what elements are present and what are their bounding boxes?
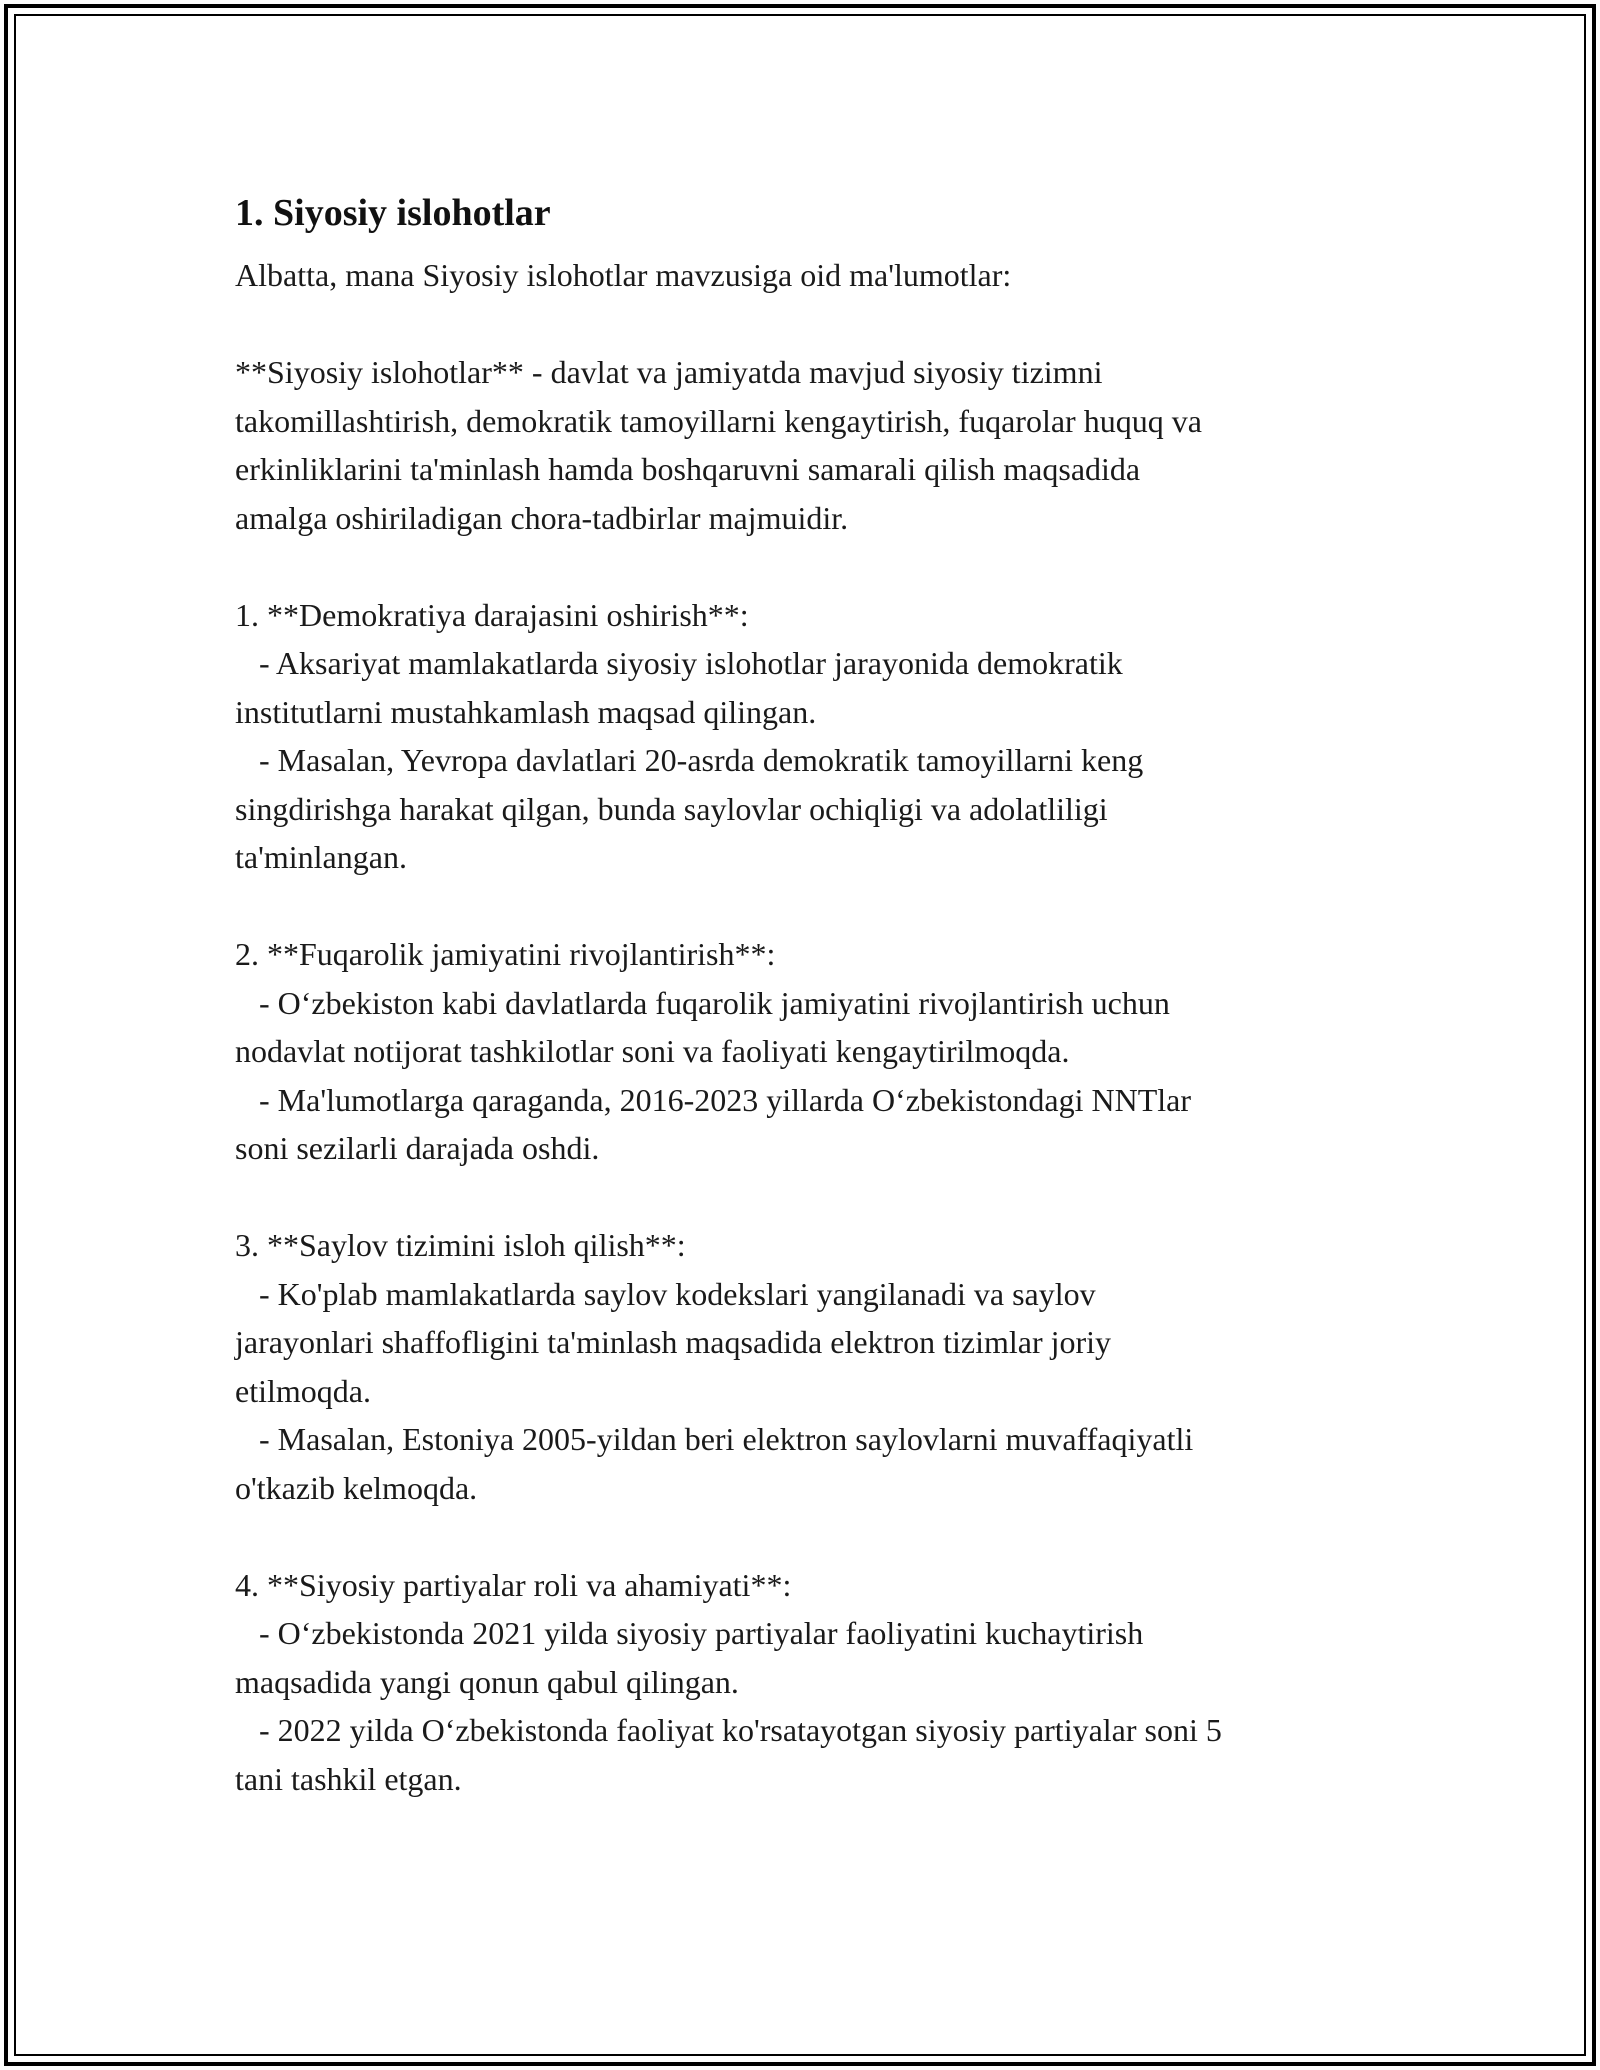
section-body-text: Albatta, mana Siyosiy islohotlar mavzusiga oid ma'lumotlar: **Siyosiy islohotlar** - davlat va jamiyatda mavjud siyosiy tizimni takomillashtirish, demokratik tamoyillarni kengaytirish, fuqarolar huquq va erkinliklarini ta'minlash hamda boshqaruvni samarali qilish maqsadida amalga oshiriladigan chora-tadbirlar majmuidir. 1. **Demokratiya darajasini oshirish**: - Aksariyat mamlakatlarda siyosiy islohotlar jarayonida demokratik institutlarni mustahkamlash maqsad qilingan. - Masalan, Yevropa davlatlari 20-asrda demokratik tamoyillarni keng singdirishga harakat qilgan, bunda saylovlar ochiqligi va adolatliligi ta'minlangan. 2. **Fuqarolik jamiyatini rivojlantirish**: - O‘zbekiston kabi davlatlarda fuqarolik jamiyatini rivojlantirish uchun nodavlat notijorat tashkilotlar soni va faoliyati kengaytirilmoqda. - Ma'lumotlarga qaraganda, 2016-2023 yillarda O‘zbekistondagi NNTlar soni sezilarli darajada oshdi. 3. **Saylov tizimini isloh qilish**: - Ko'plab mamlakatlarda saylov kodekslari yangilanadi va saylov jarayonlari shaffofligini ta'minlash maqsadida elektron tizimlar joriy etilmoqda. - Masalan, Estoniya 2005-yildan beri elektron saylovlarni muvaffaqiyatli o'tkazib kelmoqda. 4. **Siyosiy partiyalar roli va ahamiyati**: - O‘zbekistonda 2021 yilda siyosiy partiyalar faoliyatini kuchaytirish maqsadida yangi qonun qabul qilingan. - 2022 yilda O‘zbekistonda faoliyat ko'rsatayotgan siyosiy partiyalar soni 5 tani tashkil etgan. [235,257,1222,1797]
document-content [235,185,1385,1803]
section-title: 1. Siyosiy islohotlar [235,192,551,234]
